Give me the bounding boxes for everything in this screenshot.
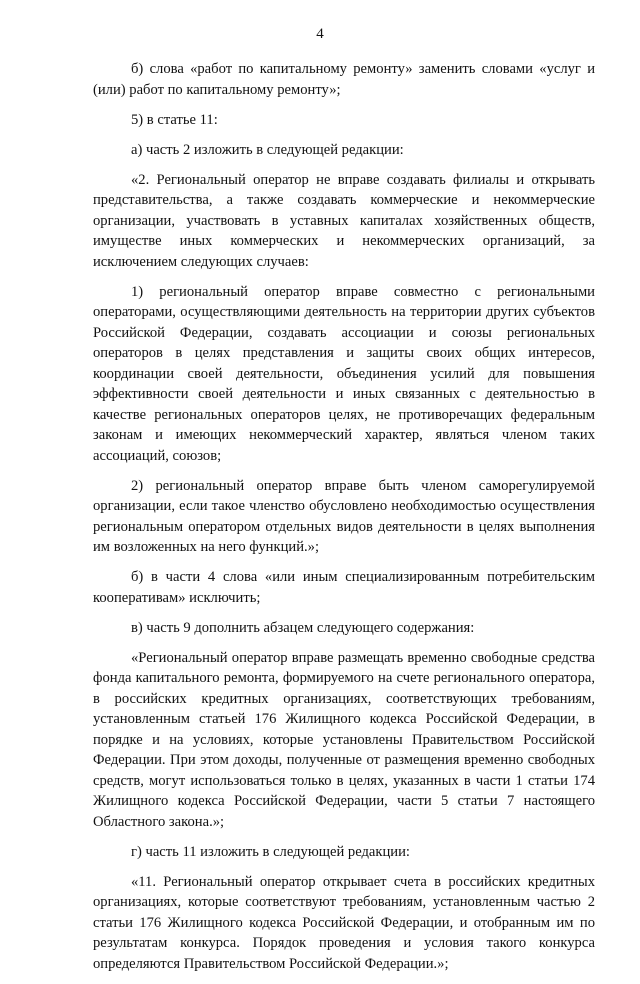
paragraph-item-2: 2) региональный оператор вправе быть членом саморегулируемой организации, если такое членство обусловлено необходимостью осуществления региональным оператором отдельных видов деятельности в целях выполнения им возложенных на него функций.»; <box>93 477 595 555</box>
paragraph-part-9-intro: в) часть 9 дополнить абзацем следующего содержания: <box>131 619 475 636</box>
paragraph-part-9-text: «Региональный оператор вправе размещать временно свободные средства фонда капитального ремонта, формируемого на счете регионального оператора, в российских кредитных организациях, соответствующих требованиям, установленным статьей 176 Жилищного кодекса Российской Федерации, в порядке и на условиях, которые установлены Правительством Российской Федерации. При этом доходы, полученные от размещения временно свободных средств, могут использоваться только в целях, указанных в части 1 статьи 174 Жилищного кодекса Российской Федерации, части 5 статьи 7 настоящего Областного закона.»; <box>93 649 595 830</box>
page-number: 4 <box>316 26 324 42</box>
paragraph-item-1: 1) региональный оператор вправе совместно с региональными операторами, осуществляющими деятельность на территории других субъектов Российской Федерации, создавать ассоциации и союзы региональных операторов в целях представления и защиты своих общих интересов, координации своей деятельности, объединения усилий для повышения эффективности своей деятельности и иных связанных с деятельностью в качестве региональных операторов целях, не противоречащих федеральным законам и имеющих некоммерческий характер, являться членом таких ассоциаций, союзов; <box>93 283 595 464</box>
paragraph-part-2-text: «2. Региональный оператор не вправе создавать филиалы и открывать представительства, а также создавать коммерческие и некоммерческие организации, участвовать в уставных капиталах хозяйственных обществ, имуществе иных коммерческих и некоммерческих организаций, за исключением следующих случаев: <box>93 171 595 270</box>
paragraph-part-2-intro: а) часть 2 изложить в следующей редакции: <box>131 141 404 158</box>
paragraph-part-4-amendment: б) в части 4 слова «или иным специализированным потребительским кооперативам» исключить; <box>93 569 595 606</box>
paragraph-part-11-text: «11. Региональный оператор открывает счета в российских кредитных организациях, которые соответствуют требованиям, установленным частью 2 статьи 176 Жилищного кодекса Российской Федерации, и отобранным им по результатам конкурса. Порядок проведения и условия такого конкурса определяются Правительством Российской Федерации.»; <box>93 873 595 972</box>
paragraph-amendment-b-words: б) слова «работ по капитальному ремонту» заменить словами «услуг и (или) работ по капитальному ремонту»; <box>93 61 595 98</box>
paragraph-part-11-intro: г) часть 11 изложить в следующей редакции: <box>131 843 410 860</box>
paragraph-article-11-heading: 5) в статье 11: <box>131 111 218 128</box>
document-body <box>93 59 595 984</box>
